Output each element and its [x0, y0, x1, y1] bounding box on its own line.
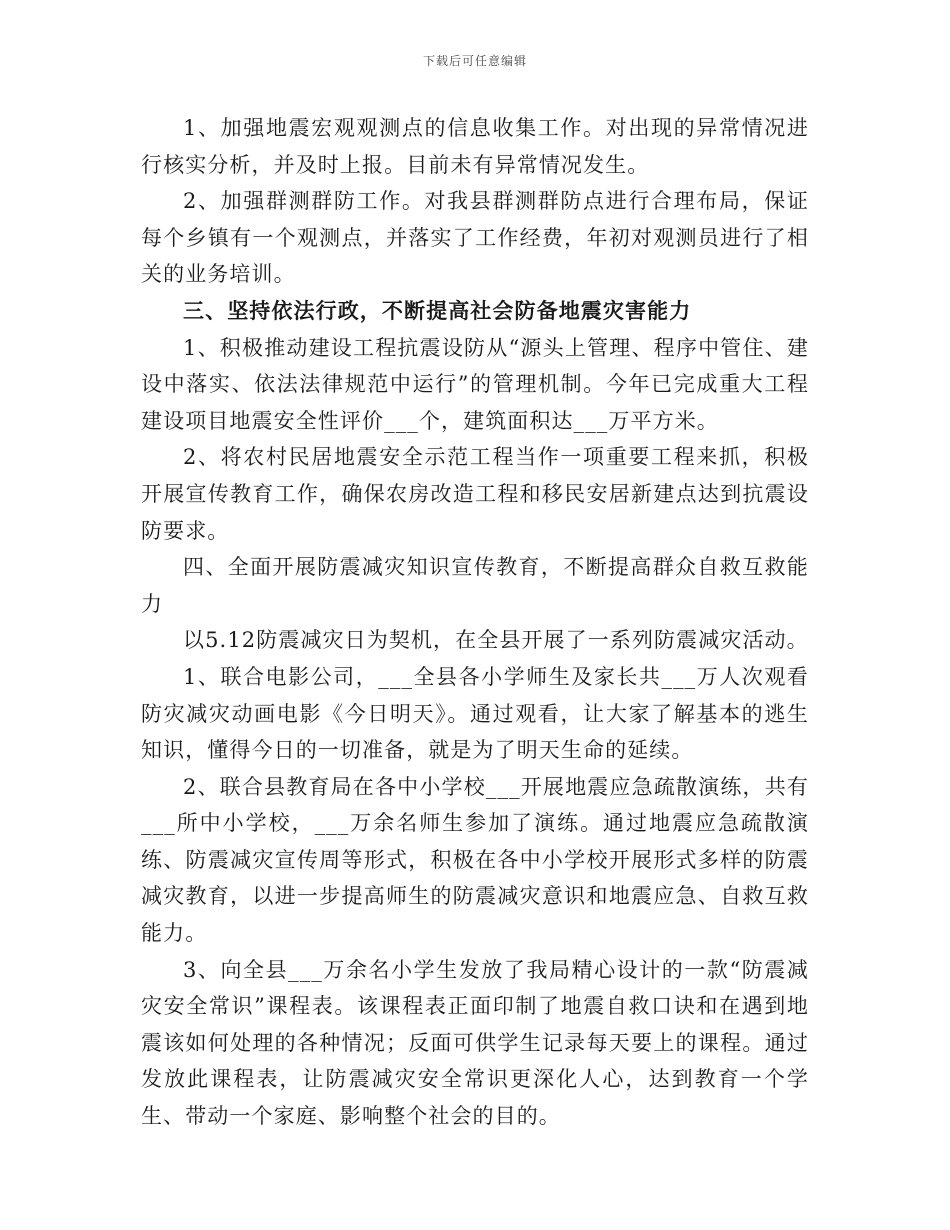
paragraph-disaster-day: 以5.12防震减灾日为契机，在全县开展了一系列防震减灾活动。: [183, 628, 809, 653]
page-header: 下载后可任意编辑: [422, 54, 527, 68]
section-heading-3: 三、坚持依法行政，不断提高社会防备地震灾害能力: [183, 297, 692, 323]
paragraph-mass-monitoring: 2、加强群测群防工作。对我县群测群防点进行合理布局，保证每个乡镇有一个观测点，并落实了工作经费，年初对观测员进行了相关的业务培训。: [141, 189, 809, 287]
paragraph-rural-housing: 2、将农村民居地震安全示范工程当作一项重要工程来抓，积极开展宣传教育工作，确保农房改造工程和移民安居新建点达到抗震设防要求。: [141, 445, 809, 543]
paragraph-film-screening: 1、联合电影公司，___全县各小学师生及家长共___万人次观看防灾减灾动画电影《今日明天》。通过观看，让大家了解基本的逃生知识，懂得今日的一切准备，就是为了明天生命的延续。: [141, 664, 809, 763]
paragraph-construction-fortification: 1、积极推动建设工程抗震设防从“源头上管理、程序中管住、建设中落实、依法法律规范中运行”的管理机制。今年已完成重大工程建设项目地震安全性评价___个，建筑面积达___万平方米。: [141, 335, 809, 433]
paragraph-timetable: 3、向全县___万余名小学生发放了我局精心设计的一款“防震减灾安全常识”课程表。该课程表正面印制了地震自救口诀和在遇到地震该如何处理的各种情况；反面可供学生记录每天要上的课程。通过发放此课程表，让防震减灾安全常识更深化人心，达到教育一个学生、带动一个家庭、影响整个社会的目的。: [141, 957, 809, 1129]
document-body: [141, 110, 809, 1135]
section-heading-4: 四、全面开展防震减灾知识宣传教育，不断提高群众自救互救能力: [141, 555, 809, 616]
paragraph-macro-observation: 1、加强地震宏观观测点的信息收集工作。对出现的异常情况进行核实分析，并及时上报。目前未有异常情况发生。: [141, 116, 809, 177]
paragraph-evacuation-drill: 2、联合县教育局在各中小学校___开展地震应急疏散演练，共有___所中小学校，___万余名师生参加了演练。通过地震应急疏散演练、防震减灾宣传周等形式，积极在各中小学校开展形式多样的防震减灾教育，以进一步提高师生的防震减灾意识和地震应急、自救互救能力。: [141, 774, 809, 946]
